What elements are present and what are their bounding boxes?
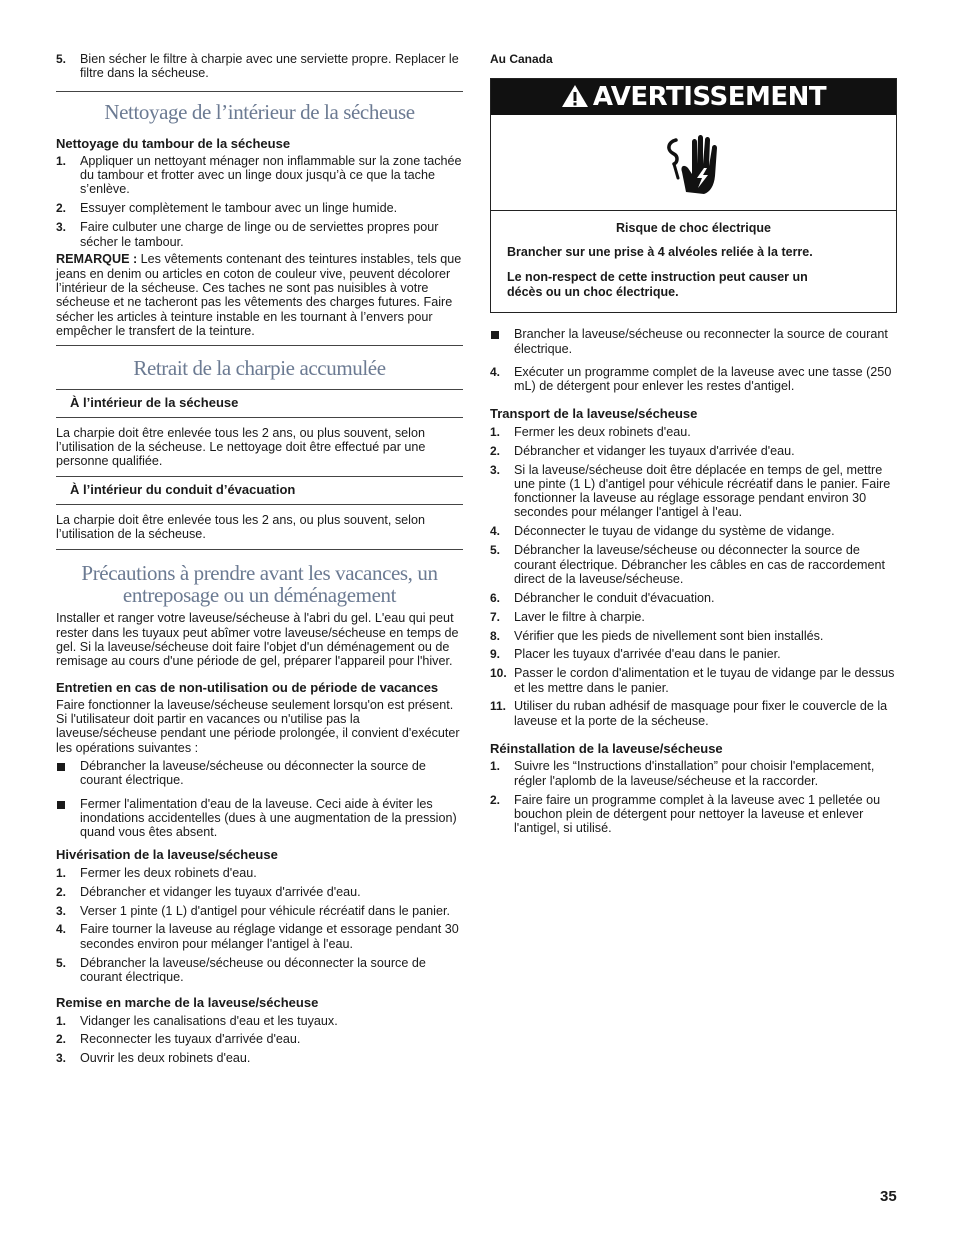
- paragraph: La charpie doit être enlevée tous les 2 ans, ou plus souvent, selon l’utilisation de la sécheuse.: [56, 512, 425, 542]
- divider: [56, 417, 463, 418]
- divider: [56, 476, 463, 477]
- paragraph: Faire fonctionner la laveuse/sécheuse seulement lorsqu'on est présent. Si l'utilisateur doit partir en vacances ou n'utilise pas la laveuse/sécheuse pendant une période prolongée, il convient d'exécuter les opérations suivantes :: [56, 697, 460, 755]
- list-item: 3. Si la laveuse/sécheuse doit être déplacée en temps de gel, mettre une pinte (1 L) d'antigel pour véhicule récréatif dans le panier. Faire fonctionner la laveuse au réglage essorage pendant environ 30 secondes pour mélanger l'antigel à l'eau.: [490, 462, 891, 520]
- warning-body: [491, 211, 896, 312]
- warning-title: Risque de choc électrique: [616, 221, 771, 236]
- list-item: 11. Utiliser du ruban adhésif de masquage pour fixer le couvercle de la laveuse et la porte de la sécheuse.: [490, 699, 888, 728]
- list-item: 4. Déconnecter le tuyau de vidange du système de vidange.: [490, 524, 835, 539]
- list-item: 10. Passer le cordon d'alimentation et le tuyau de vidange par le dessus et les mettre dans le panier.: [490, 666, 895, 695]
- list-item: 5. Débrancher la laveuse/sécheuse ou déconnecter la source de courant électrique. Débrancher les câbles en cas de raccordement direct de la laveuse/sécheuse.: [490, 543, 886, 586]
- winterizing-list: [56, 866, 463, 984]
- list-item: 1. Vidanger les canalisations d'eau et les tuyaux.: [56, 1013, 338, 1028]
- warning-line: Brancher sur une prise à 4 alvéoles reliée à la terre.: [507, 245, 813, 260]
- paragraph: Installer et ranger votre laveuse/sécheuse à l'abri du gel. L'eau qui peut rester dans les tuyaux peut abîmer votre laveuse/sécheuse en temps de gel. Si la laveuse/sécheuse doit faire l'objet d'un déménagement ou de remisage au cours d'une période de gel, préparer l'appareil pour l'hiver.: [56, 611, 459, 669]
- right-column: [490, 52, 897, 840]
- subsection-title-vacation: Entretien en cas de non-utilisation ou de période de vacances: [56, 679, 439, 695]
- list-item: 1. Suivre les “Instructions d'installation” pour choisir l'emplacement, régler l'aplomb de la laveuse/sécheuse et la raccorder.: [490, 759, 875, 788]
- note-label: REMARQUE :: [56, 252, 138, 267]
- list-item: 3. Verser 1 pinte (1 L) d'antigel pour véhicule récréatif dans le panier.: [56, 903, 450, 918]
- divider: [56, 389, 463, 390]
- list-item: 9. Placer les tuyaux d'arrivée d'eau dans le panier.: [490, 647, 781, 662]
- warning-box: [490, 78, 897, 313]
- electric-shock-hand-icon: [491, 115, 896, 211]
- page-number: 35: [880, 1188, 897, 1205]
- divider: [56, 504, 463, 505]
- subsection-title-restart: Remise en marche de la laveuse/sécheuse: [56, 995, 319, 1011]
- subsection-title-transport: Transport de la laveuse/sécheuse: [490, 406, 698, 422]
- list-item: 7. Laver le filtre à charpie.: [490, 609, 645, 624]
- transport-list: [490, 425, 897, 728]
- divider: [56, 91, 463, 92]
- section-title-lint-removal: Retrait de la charpie accumulée: [133, 356, 386, 381]
- bullet-item: Fermer l'alimentation d'eau de la laveuse. Ceci aide à éviter les inondations accidentelles (dues à une augmentation de la pression) quand vous êtes absent.: [56, 797, 463, 840]
- left-column: [56, 52, 463, 1070]
- section-title-interior-cleaning: Nettoyage de l’intérieur de la sécheuse: [104, 99, 415, 124]
- list-item: 2. Débrancher et vidanger les tuyaux d'arrivée d'eau.: [56, 884, 361, 899]
- bullet-item: Débrancher la laveuse/sécheuse ou déconnecter la source de courant électrique.: [56, 759, 463, 788]
- list-item: 2. Faire faire un programme complet à la laveuse avec 1 pelletée ou bouchon plein de détergent pour nettoyer la laveuse et enlever l'antigel, si utilisé.: [490, 792, 881, 836]
- note-paragraph: [56, 252, 463, 338]
- list-item: 3. Faire culbuter une charge de linge ou de serviettes propres pour sécher le tambour.: [56, 220, 439, 249]
- bullet-icon: [56, 797, 80, 840]
- list-item: 1. Appliquer un nettoyant ménager non inflammable sur la zone tachée du tambour et frotter avec un linge doux jusqu’à ce que la tache s’enlève.: [56, 153, 462, 197]
- section-title-precautions: Précautions à prendre avant les vacances, un entreposage ou un déménagement: [81, 561, 438, 608]
- paragraph: La charpie doit être enlevée tous les 2 ans, ou plus souvent, selon l’utilisation de la sécheuse. Le nettoyage doit être effectué par une personne qualifiée.: [56, 425, 426, 469]
- list-item: 1. Fermer les deux robinets d'eau.: [490, 424, 691, 439]
- region-label: Au Canada: [490, 52, 553, 66]
- drum-cleaning-list: [56, 154, 463, 249]
- subsection-title-reinstall: Réinstallation de la laveuse/sécheuse: [490, 741, 723, 757]
- bullet-item: Brancher la laveuse/sécheuse ou reconnecter la source de courant électrique.: [490, 327, 897, 356]
- restart-list: [56, 1014, 463, 1066]
- vacation-bullets: [56, 759, 463, 839]
- list-item: 2. Reconnecter les tuyaux d'arrivée d'eau.: [56, 1032, 301, 1047]
- list-item: 2. Débrancher et vidanger les tuyaux d'arrivée d'eau.: [490, 443, 795, 458]
- list-item: 8. Vérifier que les pieds de nivellement sont bien installés.: [490, 628, 824, 643]
- divider: [56, 549, 463, 550]
- note-text: Les vêtements contenant des teintures instables, tels que jeans en denim ou articles en coton de couleur vive, peuvent décolorer l’intérieur de la sécheuse. Ces taches ne sont pas nuisibles à votre sécheuse et ne tacheront pas les vêtements des charges futures. Faire sécher les articles à teinture instable en les tournant à l’envers pour empêcher le transfert de la teinture.: [56, 252, 462, 338]
- list-item: 5. Débrancher la laveuse/sécheuse ou déconnecter la source de courant électrique.: [56, 955, 426, 984]
- reinstall-list: [490, 759, 897, 835]
- list-item: 5. Bien sécher le filtre à charpie avec une serviette propre. Replacer le filtre dans la sécheuse.: [56, 52, 459, 81]
- list-item: 6. Débrancher le conduit d'évacuation.: [490, 590, 715, 605]
- list-item: 1. Fermer les deux robinets d'eau.: [56, 865, 257, 880]
- subsection-title-winterizing: Hivérisation de la laveuse/sécheuse: [56, 847, 278, 863]
- warning-triangle-icon: [561, 84, 589, 108]
- list-item: 4. Exécuter un programme complet de la laveuse avec une tasse (250 mL) de détergent pour enlever les restes d'antigel.: [490, 364, 892, 394]
- subsection-title-inside-dryer: À l’intérieur de la sécheuse: [70, 395, 239, 411]
- divider: [56, 345, 463, 346]
- list-item: 4. Faire tourner la laveuse au réglage vidange et essorage pendant 30 secondes environ pour mélanger l'antigel à l'eau.: [56, 922, 459, 951]
- list-item: 2. Essuyer complètement le tambour avec un linge humide.: [56, 201, 398, 216]
- list-item: 3. Ouvrir les deux robinets d'eau.: [56, 1051, 251, 1066]
- subsection-title-drum: Nettoyage du tambour de la sécheuse: [56, 135, 291, 151]
- bullet-icon: [490, 327, 514, 356]
- warning-line: Le non-respect de cette instruction peut causer un décès ou un choc électrique.: [507, 270, 808, 300]
- warning-header: AVERTISSEMENT: [491, 79, 896, 115]
- subsection-title-exhaust-duct: À l’intérieur du conduit d’évacuation: [70, 482, 296, 498]
- bullet-icon: [56, 759, 80, 788]
